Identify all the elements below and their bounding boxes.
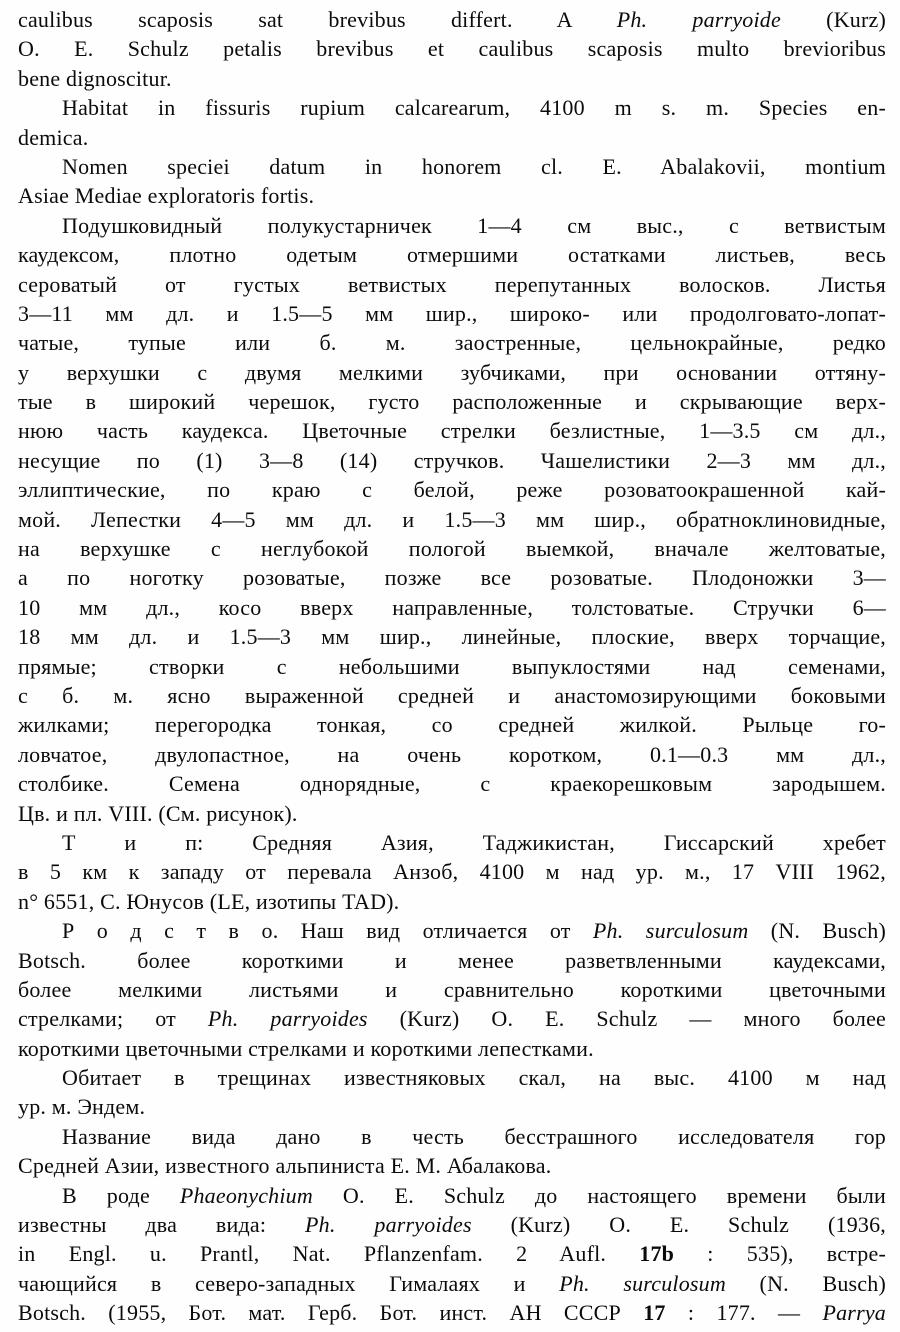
text-line [18, 652, 886, 681]
text-line [18, 1269, 886, 1298]
text-segment: Habitat in fissuris rupium calcarearum, 4100 m s. m. Species en- [62, 95, 886, 121]
text-segment: O. E. Schulz до настоящего времени были [312, 1182, 886, 1208]
text-line [18, 828, 886, 857]
text-line [18, 1122, 886, 1151]
text-segment: Asiae Mediae exploratoris fortis. [18, 183, 315, 209]
text-segment: в 5 км к западу от перевала Анзоб, 4100 м над ур. м., 17 VIII 1962, [18, 859, 886, 885]
text-line [18, 387, 886, 416]
text-segment: Botsch. более короткими и менее разветвленными каудексами, [18, 947, 886, 973]
text-segment: (N. Busch) [725, 1270, 886, 1296]
text-line [18, 416, 886, 445]
species-name-italic: Parrya [822, 1300, 886, 1326]
text-line [18, 328, 886, 357]
text-line [18, 1092, 886, 1121]
text-segment: Название вида дано в честь бесстрашного исследователя гор [62, 1123, 886, 1149]
text-segment: (Kurz) O. E. Schulz — много более [367, 1006, 886, 1032]
text-line [18, 563, 886, 592]
text-segment: : 177. — [665, 1300, 823, 1326]
text-line [18, 475, 886, 504]
text-line [18, 446, 886, 475]
volume-number-bold: 17 [643, 1300, 666, 1326]
text-segment: Nomen speciei datum in honorem cl. E. Abalakovii, montium [62, 153, 886, 179]
text-segment: нюю часть каудекса. Цветочные стрелки безлистные, 1—3.5 см дл., [18, 418, 886, 444]
text-segment: Т и п: Средняя Азия, Таджикистан, Гиссарский хребет [62, 829, 886, 855]
text-segment: а по ноготку розоватые, позже все розоватые. Плодоножки 3— [18, 565, 886, 591]
text-segment: прямые; створки с небольшими выпуклостями над семенами, [18, 653, 886, 679]
text-segment: столбике. Семена однорядные, с краекорешковым зародышем. [18, 771, 886, 797]
page-text [18, 5, 886, 1328]
text-line [18, 1181, 886, 1210]
text-line [18, 740, 886, 769]
text-line [18, 769, 886, 798]
text-segment: Подушковидный полукустарничек 1—4 см выс., с ветвистым [62, 212, 886, 238]
text-line [18, 857, 886, 886]
text-line [18, 946, 886, 975]
text-line [18, 593, 886, 622]
text-segment: demica. [18, 124, 89, 150]
text-segment: Обитает в трещинах известняковых скал, на выс. 4100 м над [62, 1065, 886, 1091]
text-segment: жилками; перегородка тонкая, со средней жилкой. Рыльце го- [18, 712, 886, 738]
text-line [18, 887, 886, 916]
text-line [18, 211, 886, 240]
text-line [18, 1298, 886, 1327]
volume-number-bold: 17b [639, 1241, 675, 1267]
text-segment: 10 мм дл., косо вверх направленные, толстоватые. Стручки 6— [18, 594, 886, 620]
text-line [18, 270, 886, 299]
text-segment: ловчатое, двулопастное, на очень коротком, 0.1—0.3 мм дл., [18, 741, 886, 767]
text-line [18, 799, 886, 828]
text-line [18, 299, 886, 328]
text-line [18, 1063, 886, 1092]
text-segment: 3—11 мм дл. и 1.5—5 мм шир., широко- или продолговато-лопат- [18, 300, 886, 326]
text-segment: Средней Азии, известного альпиниста Е. М. Абалакова. [18, 1153, 552, 1179]
text-segment: bene dignoscitur. [18, 65, 172, 91]
species-name-italic: Ph. surculosum [592, 918, 749, 944]
text-segment: (Kurz) O. E. Schulz (1936, [471, 1212, 886, 1238]
text-segment: известны два вида: [18, 1212, 305, 1238]
text-segment: Р о д с т в о. Наш вид отличается от [62, 918, 593, 944]
text-line [18, 1004, 886, 1033]
text-segment: (Kurz) [780, 7, 886, 32]
text-line [18, 505, 886, 534]
text-segment: 18 мм дл. и 1.5—3 мм шир., линейные, плоские, вверх торчащие, [18, 624, 886, 650]
text-segment: эллиптические, по краю с белой, реже розоватоокрашенной кай- [18, 477, 886, 503]
text-line [18, 1034, 886, 1063]
text-line [18, 622, 886, 651]
text-segment: каудексом, плотно одетым отмершими остатками листьев, весь [18, 242, 886, 268]
text-line [18, 1151, 886, 1180]
text-segment: с б. м. ясно выраженной средней и анастомозирующими боковыми [18, 682, 886, 708]
text-segment: короткими цветочными стрелками и короткими лепестками. [18, 1035, 594, 1061]
text-line [18, 181, 886, 210]
text-segment: на верхушке с неглубокой пологой выемкой, вначале желтоватые, [18, 536, 886, 562]
text-line [18, 152, 886, 181]
text-segment: сероватый от густых ветвистых перепутанных волосков. Листья [18, 271, 886, 297]
text-line [18, 64, 886, 93]
species-name-italic: Ph. parryoides [305, 1212, 472, 1238]
text-segment: (N. Busch) [748, 918, 886, 944]
text-segment: тые в широкий черешок, густо расположенные и скрывающие верх- [18, 389, 886, 415]
text-segment: чающийся в северо-западных Гималаях и [18, 1270, 560, 1296]
species-name-italic: Ph. parryoide [616, 7, 781, 32]
text-segment: стрелками; от [18, 1006, 208, 1032]
text-segment: in Engl. u. Prantl, Nat. Pflanzenfam. 2 Aufl. [18, 1241, 640, 1267]
text-segment: caulibus scaposis sat brevibus differt. A [18, 7, 617, 32]
species-name-italic: Phaeonychium [179, 1182, 313, 1208]
text-segment: мой. Лепестки 4—5 мм дл. и 1.5—3 мм шир., обратноклиновидные, [18, 506, 886, 532]
text-line [18, 93, 886, 122]
text-line [18, 5, 886, 34]
text-line [18, 123, 886, 152]
text-segment: более мелкими листьями и сравнительно короткими цветочными [18, 976, 886, 1002]
text-segment: : 535), встре- [674, 1241, 886, 1267]
text-segment: чатые, тупые или б. м. заостренные, цельнокрайные, редко [18, 330, 886, 356]
text-segment: O. E. Schulz petalis brevibus et caulibus scaposis multo brevioribus [18, 36, 886, 62]
text-segment: ур. м. Эндем. [18, 1094, 146, 1120]
text-line [18, 34, 886, 63]
text-segment: у верхушки с двумя мелкими зубчиками, при основании оттяну- [18, 359, 886, 385]
text-line [18, 681, 886, 710]
text-segment: несущие по (1) 3—8 (14) стручков. Чашелистики 2—3 мм дл., [18, 447, 886, 473]
text-line [18, 710, 886, 739]
text-line [18, 534, 886, 563]
species-name-italic: Ph. parryoides [207, 1006, 368, 1032]
text-line [18, 1210, 886, 1239]
text-segment: n° 6551, С. Юнусов (LE, изотипы TAD). [18, 888, 400, 914]
text-line [18, 1239, 886, 1268]
text-line [18, 916, 886, 945]
species-name-italic: Ph. surculosum [559, 1270, 726, 1296]
text-segment: Botsch. (1955, Бот. мат. Герб. Бот. инст. АН СССР [18, 1300, 644, 1326]
text-line [18, 240, 886, 269]
text-line [18, 358, 886, 387]
text-line [18, 975, 886, 1004]
text-segment: В роде [62, 1182, 180, 1208]
text-segment: Цв. и пл. VIII. (См. рисунок). [18, 800, 298, 826]
